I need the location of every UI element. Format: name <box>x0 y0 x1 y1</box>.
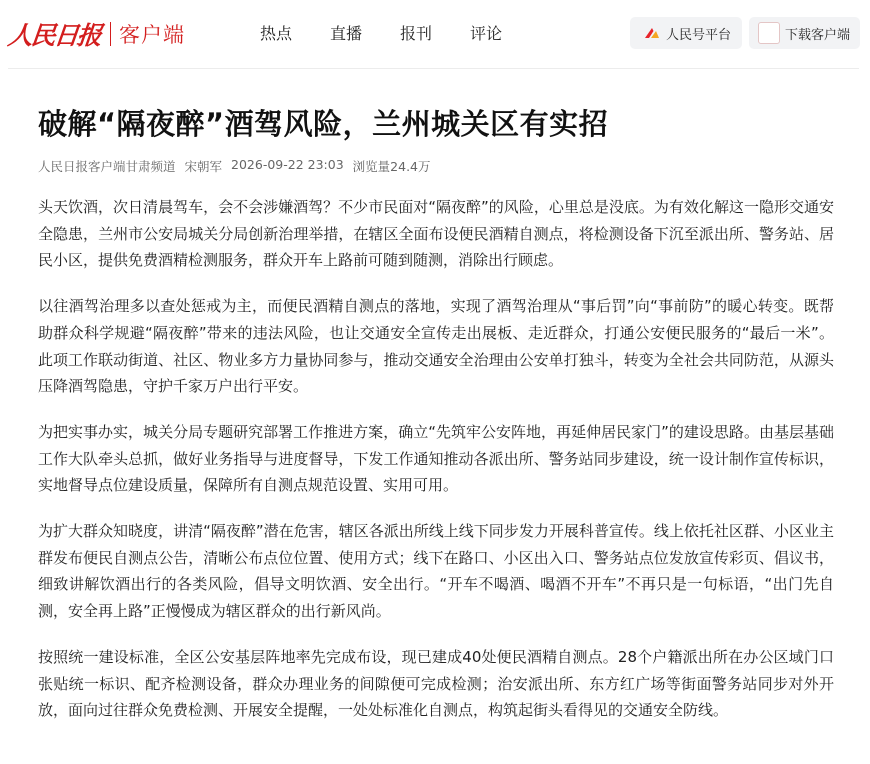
article-paragraph: 按照统一建设标准，全区公安基层阵地率先完成布设，现已建成40处便民酒精自测点。28个户籍派出所在办公区域门口张贴统一标识、配齐检测设备，群众办理业务的间隙便可完成检测；治安派出所、东方红广场等街面警务站同步对外开放，面向过往群众免费检测、开展安全提醒，一处处标准化自测点，构筑起街头看得见的交通安全防线。 <box>38 647 834 720</box>
header-divider <box>8 68 859 69</box>
article-body <box>38 194 834 743</box>
top-navigation-bar <box>0 0 870 68</box>
article-source[interactable]: 人民日报客户端甘肃频道 <box>38 159 176 174</box>
renminhao-platform-button[interactable] <box>630 17 742 49</box>
article-paragraph: 为扩大群众知晓度，讲清“隔夜醉”潜在危害，辖区各派出所线上线下同步发力开展科普宣传。线上依托社区群、小区业主群发布便民自测点公告，清晰公布点位位置、使用方式；线下在路口、小区出入口、警务站点位发放宣传彩页、倡议书，细致讲解饮酒出行的各类风险，倡导文明饮酒、安全出行。“开车不喝酒、喝酒不开车”不再只是一句标语，“出门先自测，安全再上路”正慢慢成为辖区群众的出行新风尚。 <box>38 522 834 621</box>
site-logo[interactable] <box>8 16 185 52</box>
logo-divider <box>110 22 111 46</box>
nav-item-newspaper[interactable]: 报刊 <box>400 24 433 43</box>
platform-label: 人民号平台 <box>666 27 732 43</box>
app-logo-icon <box>758 22 780 44</box>
nav-item-hot[interactable]: 热点 <box>260 24 293 43</box>
article-author: 宋朝军 <box>184 159 223 174</box>
article-meta <box>38 157 440 175</box>
article-paragraph: 为把实事办实，城关分局专题研究部署工作推进方案，确立“先筑牢公安阵地，再延伸居民家门”的建设思路。由基层基础工作大队牵头总抓，做好业务指导与进度督导，下发工作通知推动各派出所、警务站同步建设，统一设计制作宣传标识，实地督导点位建设质量，保障所有自测点规范设置、实用可用。 <box>38 422 834 495</box>
logo-brand-text: 人民日报 <box>6 21 102 50</box>
article-paragraph: 头天饮酒，次日清晨驾车，会不会涉嫌酒驾？不少市民面对“隔夜醉”的风险，心里总是没底。为有效化解这一隐形交通安全隐患，兰州市公安局城关分局创新治理举措，在辖区全面布设便民酒精自测点，将检测设备下沉至派出所、警务站、居民小区，提供免费酒精检测服务，群众开车上路前可随到随测，消除出行顾虑。 <box>38 198 834 270</box>
article-paragraph: 以往酒驾治理多以查处惩戒为主，而便民酒精自测点的落地，实现了酒驾治理从“事后罚”向“事前防”的暖心转变。既帮助群众科学规避“隔夜醉”带来的违法风险，也让交通安全宣传走出展板、走近群众，打通公安便民服务的“最后一米”。此项工作联动街道、社区、物业多方力量协同参与，推动交通安全治理由公安单打独斗，转变为全社会共同防范，从源头压降酒驾隐患，守护千家万户出行平安。 <box>38 297 834 396</box>
download-label: 下载客户端 <box>785 27 851 43</box>
article-title: 破解“隔夜醉”酒驾风险，兰州城关区有实招 <box>38 107 609 141</box>
article-views: 浏览量24.4万 <box>352 159 431 174</box>
download-app-button[interactable] <box>749 17 860 49</box>
nav-item-live[interactable]: 直播 <box>330 24 363 43</box>
nav-item-comment[interactable]: 评论 <box>470 24 503 43</box>
renminhao-icon <box>644 26 660 40</box>
article-datetime: 2026-09-22 23:03 <box>231 157 344 172</box>
logo-subbrand-text: 客户端 <box>119 23 186 47</box>
main-nav <box>260 22 540 46</box>
